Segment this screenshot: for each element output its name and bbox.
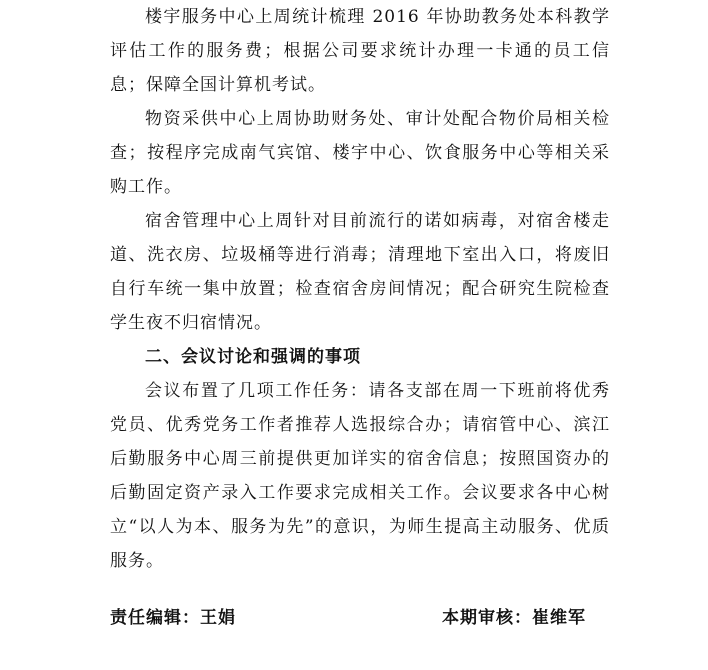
paragraph-building-services: 楼宇服务中心上周统计梳理 2016 年协助教务处本科教学评估工作的服务费；根据公司要求统计办理一卡通的员工信息；保障全国计算机考试。 [110,7,610,95]
paragraph-procurement: 物资采供中心上周协助财务处、审计处配合物价局相关检查；按程序完成南气宾馆、楼宇中心、饮食服务中心等相关采购工作。 [110,109,610,197]
reviewer-name: 崔维军 [532,608,586,628]
paragraph-meeting-tasks: 会议布置了几项工作任务：请各支部在周一下班前将优秀党员、优秀党务工作者推荐人选报综合办；请宿管中心、滨江后勤服务中心周三前提供更加详实的宿舍信息；按照国资办的后勤固定资产录入工作要求完成相关工作。会议要求各中心树立“以人为本、服务为先”的意识，为师生提高主动服务、优质服务。 [110,381,610,571]
editor-name: 王娟 [200,608,236,628]
section-heading: 二、会议讨论和强调的事项 [145,347,361,367]
reviewer-label: 本期审核： [442,608,532,628]
footer-reviewer [442,603,586,633]
footer-editor [110,603,236,633]
paragraph-dormitory: 宿舍管理中心上周针对目前流行的诺如病毒，对宿舍楼走道、洗衣房、垃圾桶等进行消毒；清理地下室出入口，将废旧自行车统一集中放置；检查宿舍房间情况；配合研究生院检查学生夜不归宿情况。 [110,211,610,333]
editor-label: 责任编辑： [110,608,200,628]
